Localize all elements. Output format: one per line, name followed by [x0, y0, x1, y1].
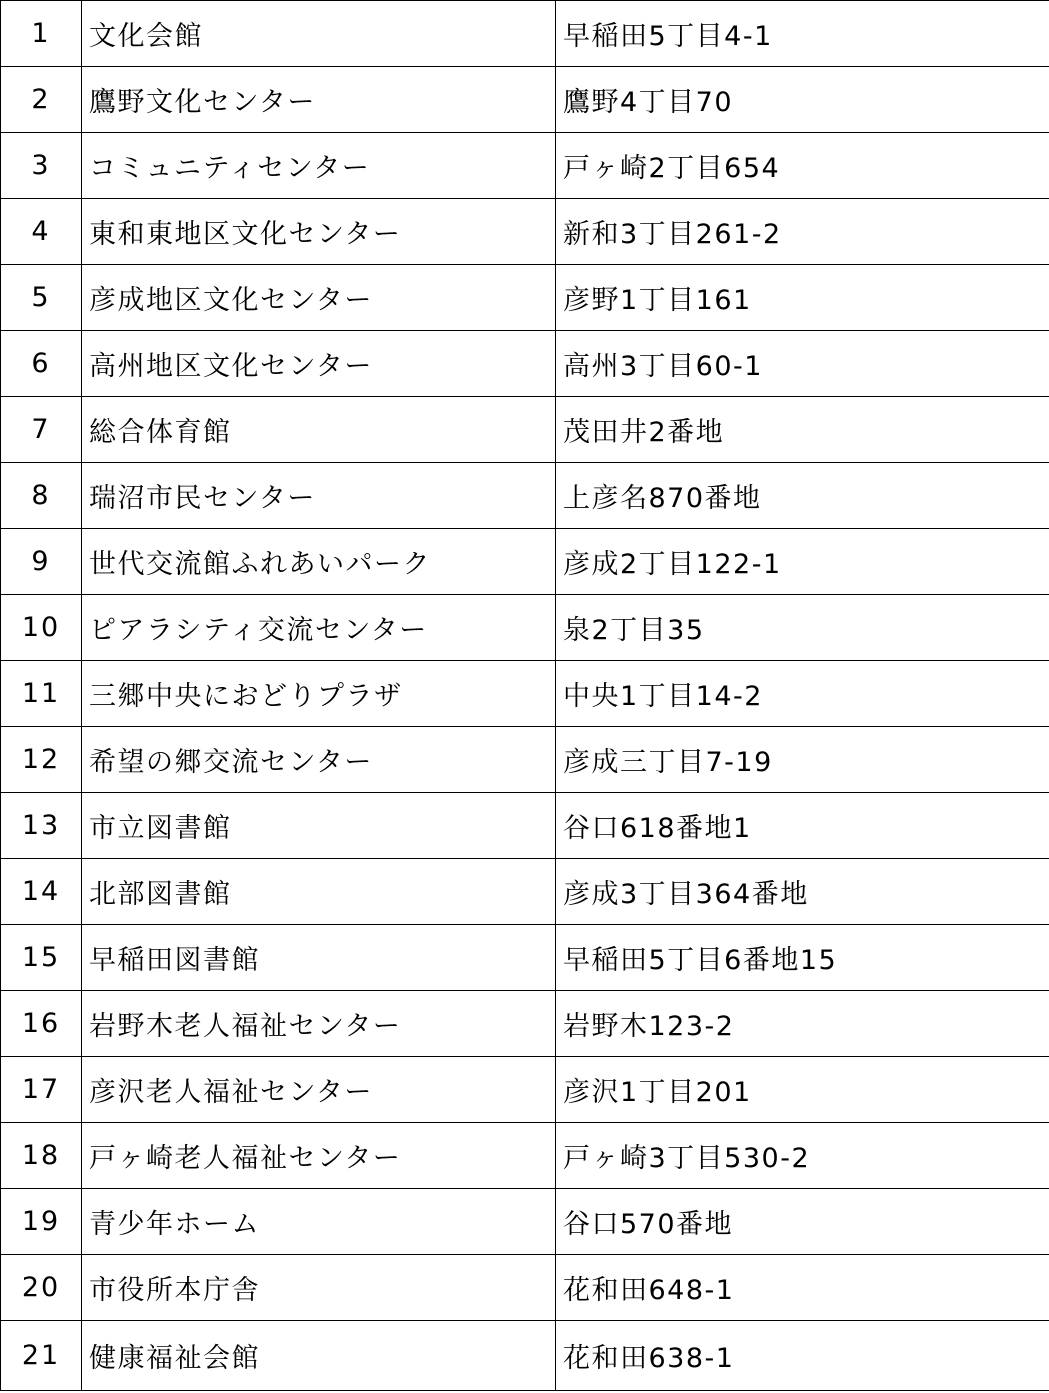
facility-address: 彦成三丁目7-19: [556, 727, 1049, 793]
facility-name: 鷹野文化センター: [82, 67, 556, 133]
facility-address: 戸ヶ崎3丁目530-2: [556, 1123, 1049, 1189]
facility-address: 中央1丁目14-2: [556, 661, 1049, 727]
row-number: 7: [1, 397, 82, 463]
table-row: [1, 1189, 1049, 1255]
facility-address: 泉2丁目35: [556, 595, 1049, 661]
table-row: [1, 925, 1049, 991]
facility-name: 文化会館: [82, 1, 556, 67]
table-row: [1, 1255, 1049, 1321]
row-number: 10: [1, 595, 82, 661]
row-number: 18: [1, 1123, 82, 1189]
facility-name: 彦成地区文化センター: [82, 265, 556, 331]
facility-address: 茂田井2番地: [556, 397, 1049, 463]
table-row: [1, 661, 1049, 727]
facility-address: 鷹野4丁目70: [556, 67, 1049, 133]
facility-name: 彦沢老人福祉センター: [82, 1057, 556, 1123]
table-row: [1, 1123, 1049, 1189]
facility-name: 健康福祉会館: [82, 1321, 556, 1391]
table-row: [1, 67, 1049, 133]
row-number: 20: [1, 1255, 82, 1321]
row-number: 16: [1, 991, 82, 1057]
table-row: [1, 1, 1049, 67]
table-row: [1, 265, 1049, 331]
facility-address: 戸ヶ崎2丁目654: [556, 133, 1049, 199]
facility-address: 彦沢1丁目201: [556, 1057, 1049, 1123]
table-row: [1, 529, 1049, 595]
row-number: 6: [1, 331, 82, 397]
facility-name: 総合体育館: [82, 397, 556, 463]
table-row: [1, 595, 1049, 661]
facility-address: 彦成3丁目364番地: [556, 859, 1049, 925]
facility-name: 戸ヶ崎老人福祉センター: [82, 1123, 556, 1189]
row-number: 3: [1, 133, 82, 199]
table-row: [1, 1321, 1049, 1391]
facility-name: 北部図書館: [82, 859, 556, 925]
facility-name: 世代交流館ふれあいパーク: [82, 529, 556, 595]
table-row: [1, 1057, 1049, 1123]
facility-name: 希望の郷交流センター: [82, 727, 556, 793]
facility-name: 市役所本庁舎: [82, 1255, 556, 1321]
facility-address: 花和田638-1: [556, 1321, 1049, 1391]
facility-address: 上彦名870番地: [556, 463, 1049, 529]
row-number: 13: [1, 793, 82, 859]
facility-name: 市立図書館: [82, 793, 556, 859]
row-number: 5: [1, 265, 82, 331]
table-row: [1, 859, 1049, 925]
facility-name: ピアラシティ交流センター: [82, 595, 556, 661]
facility-table-body: [1, 1, 1049, 1391]
table-row: [1, 199, 1049, 265]
row-number: 14: [1, 859, 82, 925]
facility-address: 早稲田5丁目6番地15: [556, 925, 1049, 991]
table-row: [1, 793, 1049, 859]
facility-address: 早稲田5丁目4-1: [556, 1, 1049, 67]
facility-address: 新和3丁目261-2: [556, 199, 1049, 265]
facility-name: 高州地区文化センター: [82, 331, 556, 397]
row-number: 17: [1, 1057, 82, 1123]
facility-name: 早稲田図書館: [82, 925, 556, 991]
facility-name: コミュニティセンター: [82, 133, 556, 199]
facility-address: 高州3丁目60-1: [556, 331, 1049, 397]
row-number: 9: [1, 529, 82, 595]
table-row: [1, 727, 1049, 793]
row-number: 11: [1, 661, 82, 727]
facility-address: 花和田648-1: [556, 1255, 1049, 1321]
table-row: [1, 397, 1049, 463]
row-number: 15: [1, 925, 82, 991]
table-row: [1, 991, 1049, 1057]
facility-name: 瑞沼市民センター: [82, 463, 556, 529]
table-row: [1, 133, 1049, 199]
facility-address: 彦成2丁目122-1: [556, 529, 1049, 595]
row-number: 2: [1, 67, 82, 133]
table-row: [1, 463, 1049, 529]
facility-address: 谷口570番地: [556, 1189, 1049, 1255]
row-number: 12: [1, 727, 82, 793]
row-number: 1: [1, 1, 82, 67]
facility-name: 三郷中央におどりプラザ: [82, 661, 556, 727]
table-row: [1, 331, 1049, 397]
facility-name: 東和東地区文化センター: [82, 199, 556, 265]
facility-address: 谷口618番地1: [556, 793, 1049, 859]
facility-address: 岩野木123-2: [556, 991, 1049, 1057]
row-number: 19: [1, 1189, 82, 1255]
row-number: 8: [1, 463, 82, 529]
row-number: 4: [1, 199, 82, 265]
row-number: 21: [1, 1321, 82, 1391]
facility-name: 青少年ホーム: [82, 1189, 556, 1255]
facility-name: 岩野木老人福祉センター: [82, 991, 556, 1057]
facility-address: 彦野1丁目161: [556, 265, 1049, 331]
